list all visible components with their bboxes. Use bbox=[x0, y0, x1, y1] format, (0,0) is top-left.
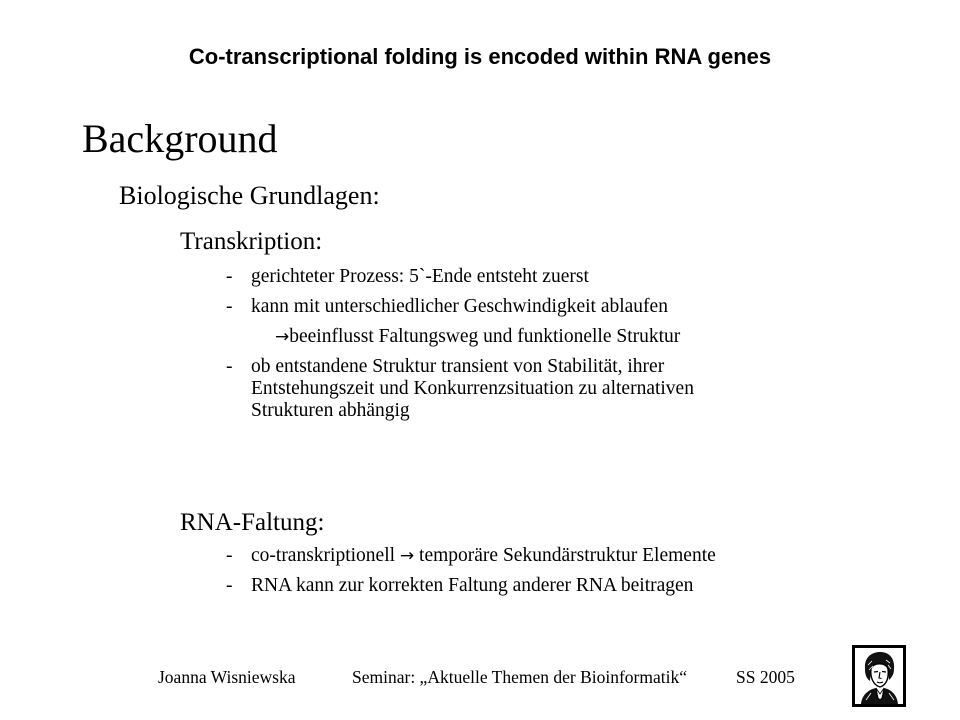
section-heading-transkription: Transkription: bbox=[180, 228, 323, 255]
transkription-bullet-list bbox=[226, 266, 846, 430]
bullet-dash: - bbox=[226, 296, 233, 317]
footer-author: Joanna Wisniewska bbox=[158, 667, 296, 687]
bullet-dash: - bbox=[226, 545, 233, 566]
arrow-right-icon: → bbox=[275, 327, 290, 347]
arrow-right-icon: → bbox=[399, 546, 415, 566]
footer-term: SS 2005 bbox=[736, 667, 795, 687]
consequence-text: beeinflusst Faltungsweg und funktionelle Struktur bbox=[289, 326, 681, 347]
list-item bbox=[226, 545, 906, 567]
goethe-portrait-icon bbox=[852, 645, 906, 707]
bullet-dash: - bbox=[226, 266, 233, 287]
page-title: Background bbox=[82, 116, 278, 161]
bullet-text: kann mit unterschiedlicher Geschwindigkeit ablaufen bbox=[251, 296, 668, 317]
rna-faltung-bullet-list bbox=[226, 545, 906, 605]
bullet-text: gerichteter Prozess: 5`-Ende entsteht zuerst bbox=[251, 266, 589, 287]
bullet-text-after: temporäre Sekundärstruktur Elemente bbox=[414, 545, 716, 566]
consequence-line bbox=[226, 326, 846, 348]
goethe-portrait-graphic bbox=[852, 645, 906, 707]
bullet-text-line: Entstehungszeit und Konkurrenzsituation zu alternativen bbox=[251, 378, 694, 399]
list-item bbox=[226, 356, 846, 422]
slide-header-title: Co-transcriptional folding is encoded within RNA genes bbox=[188, 44, 772, 69]
subheading: Biologische Grundlagen: bbox=[119, 181, 380, 210]
footer-seminar: Seminar: „Aktuelle Themen der Bioinformatik“ bbox=[352, 667, 687, 687]
list-item bbox=[226, 296, 846, 318]
list-item bbox=[226, 575, 906, 597]
bullet-dash: - bbox=[226, 575, 233, 596]
bullet-text-before: co-transkriptionell bbox=[251, 545, 400, 566]
bullet-text-line: ob entstandene Struktur transient von Stabilität, ihrer bbox=[251, 356, 665, 377]
section-heading-rna-faltung: RNA-Faltung: bbox=[180, 509, 325, 536]
bullet-text: RNA kann zur korrekten Faltung anderer RNA beitragen bbox=[251, 575, 694, 596]
bullet-text-line: Strukturen abhängig bbox=[251, 400, 410, 421]
bullet-dash: - bbox=[226, 356, 233, 377]
list-item bbox=[226, 266, 846, 288]
